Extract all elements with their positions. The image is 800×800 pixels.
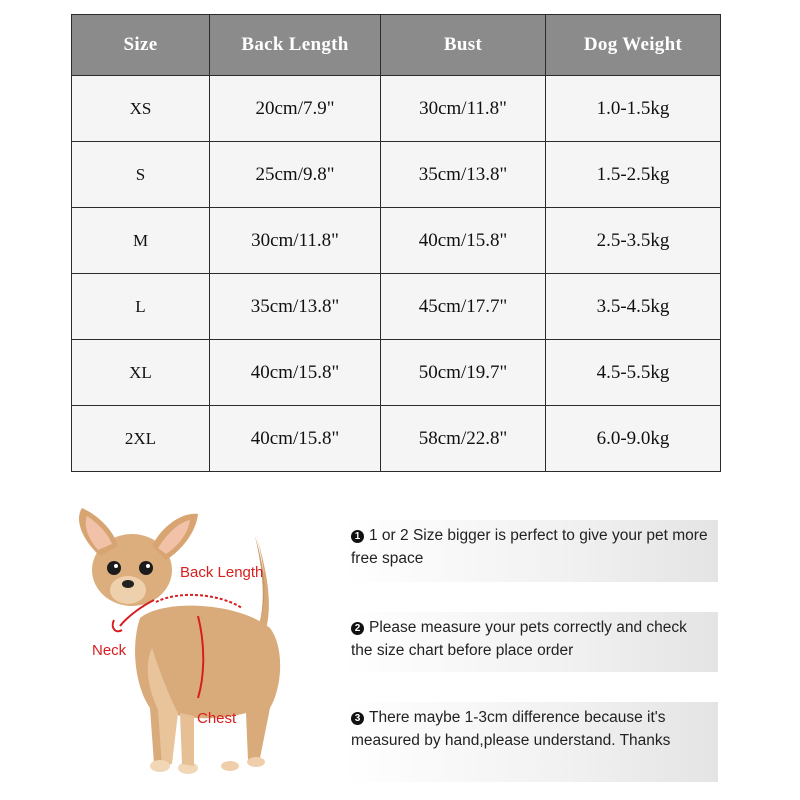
table-row xyxy=(72,340,721,406)
size-cell: XS xyxy=(72,76,210,142)
back-length-cell: 35cm/13.8" xyxy=(210,274,381,340)
bust-cell: 45cm/17.7" xyxy=(381,274,546,340)
size-cell: S xyxy=(72,142,210,208)
bust-cell: 30cm/11.8" xyxy=(381,76,546,142)
header-size: Size xyxy=(72,15,210,76)
back-length-label: Back Length xyxy=(180,564,264,581)
note-text: Please measure your pets correctly and check the size chart before place order xyxy=(351,619,687,659)
back-length-cell: 40cm/15.8" xyxy=(210,406,381,472)
neck-label: Neck xyxy=(92,642,127,659)
bust-cell: 40cm/15.8" xyxy=(381,208,546,274)
back-length-cell: 30cm/11.8" xyxy=(210,208,381,274)
note-item xyxy=(343,702,718,782)
bust-cell: 35cm/13.8" xyxy=(381,142,546,208)
dog-weight-cell: 6.0-9.0kg xyxy=(546,406,721,472)
dog-weight-cell: 1.5-2.5kg xyxy=(546,142,721,208)
number-badge-icon: 1 xyxy=(351,530,364,543)
note-item xyxy=(343,612,718,672)
dog-weight-cell: 1.0-1.5kg xyxy=(546,76,721,142)
table-row xyxy=(72,142,721,208)
size-chart-table xyxy=(71,14,721,472)
note-item xyxy=(343,520,718,582)
dog-weight-cell: 4.5-5.5kg xyxy=(546,340,721,406)
size-cell: XL xyxy=(72,340,210,406)
back-length-cell: 40cm/15.8" xyxy=(210,340,381,406)
note-text: There maybe 1-3cm difference because it's measured by hand,please understand. Thanks xyxy=(351,709,671,749)
size-cell: M xyxy=(72,208,210,274)
table-row xyxy=(72,406,721,472)
table-header-row xyxy=(72,15,721,76)
table-row xyxy=(72,274,721,340)
chest-label: Chest xyxy=(197,710,237,727)
header-dog-weight: Dog Weight xyxy=(546,15,721,76)
dog-weight-cell: 2.5-3.5kg xyxy=(546,208,721,274)
dog-illustration xyxy=(70,498,320,798)
back-length-cell: 20cm/7.9" xyxy=(210,76,381,142)
table-row xyxy=(72,208,721,274)
bust-cell: 58cm/22.8" xyxy=(381,406,546,472)
header-bust: Bust xyxy=(381,15,546,76)
size-cell: 2XL xyxy=(72,406,210,472)
header-back-length: Back Length xyxy=(210,15,381,76)
size-cell: L xyxy=(72,274,210,340)
number-badge-icon: 3 xyxy=(351,712,364,725)
dog-weight-cell: 3.5-4.5kg xyxy=(546,274,721,340)
note-text: 1 or 2 Size bigger is perfect to give your pet more free space xyxy=(351,527,708,567)
number-badge-icon: 2 xyxy=(351,622,364,635)
table-row xyxy=(72,76,721,142)
bust-cell: 50cm/19.7" xyxy=(381,340,546,406)
back-length-cell: 25cm/9.8" xyxy=(210,142,381,208)
